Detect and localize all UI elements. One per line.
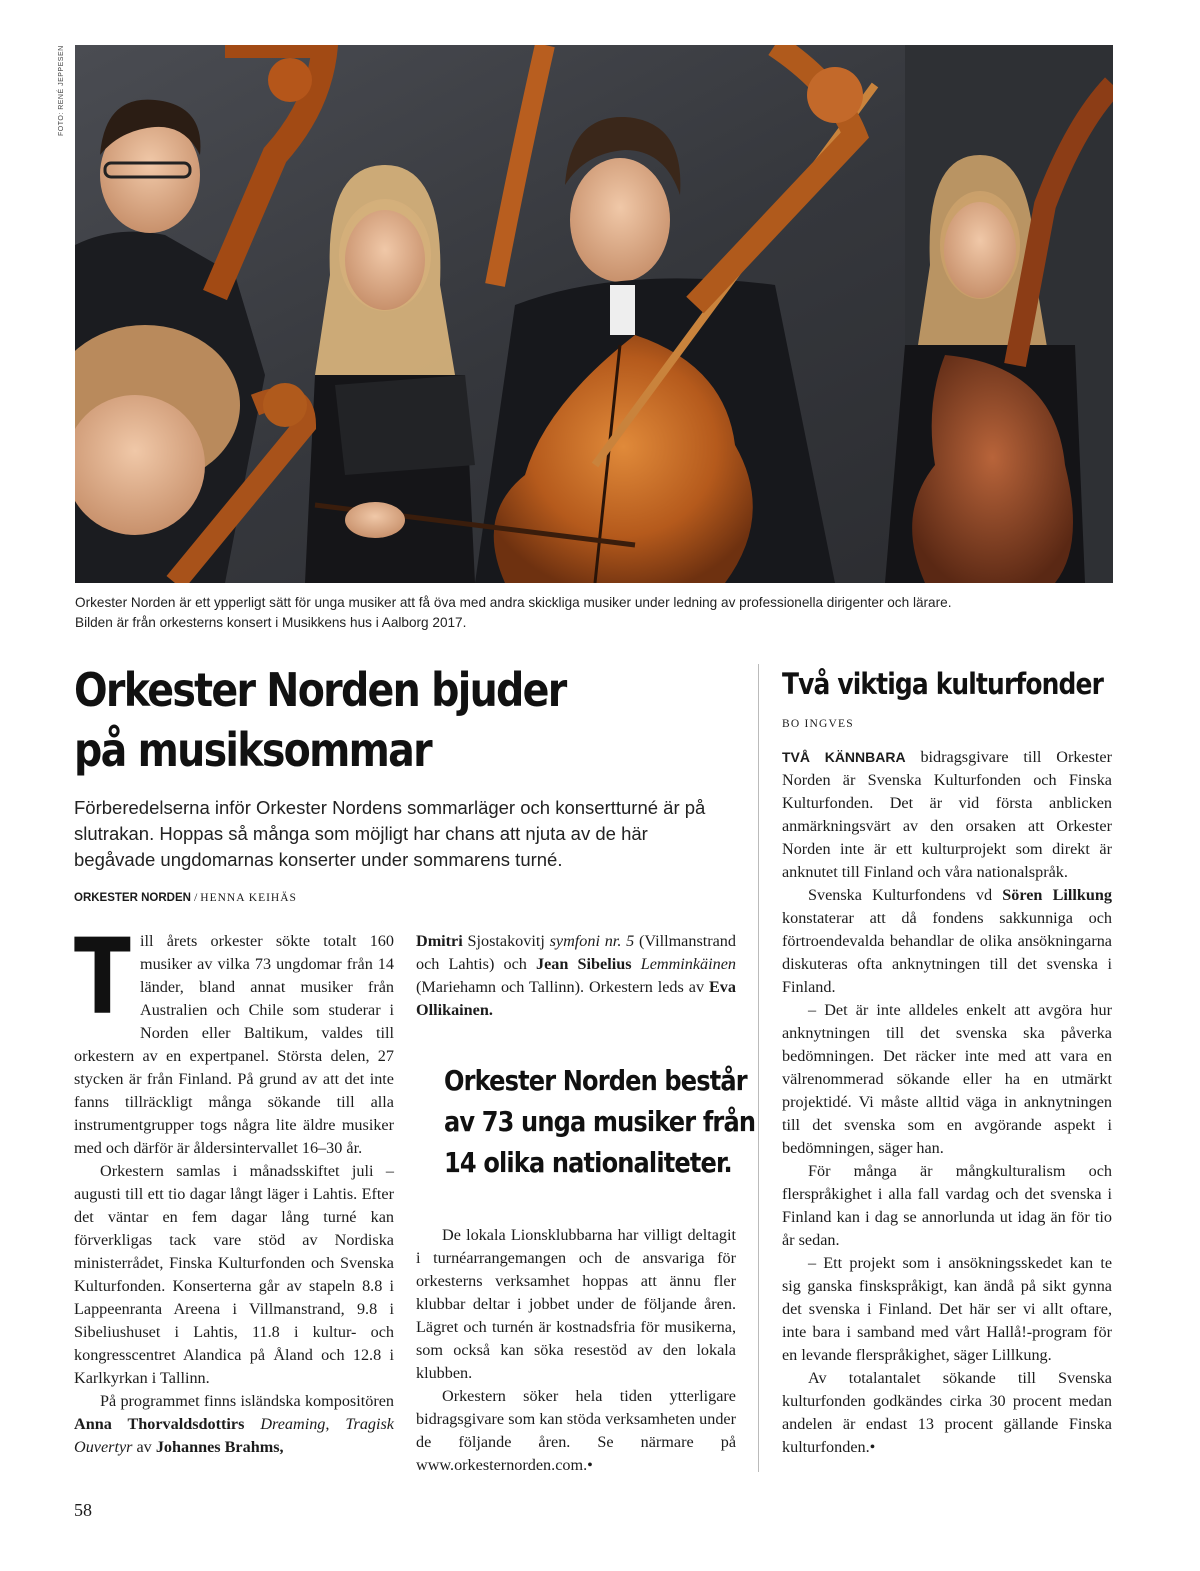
headline-line: på musiksommar — [74, 723, 431, 777]
sidebar-paragraph: TVÅ KÄNNBARA bidragsgivare till Orkester Norden är Svenska Kulturfonden och Finska Kulturfonden. Det är vid första anblicken anmärkningsvärt av den orsaken att Orkester Norden inte är ett kulturprojekt som direkt är anknutet till Finland och våra nationalspråk. — [782, 748, 1112, 881]
composer-name: Dmitri — [416, 932, 463, 950]
article-paragraph: Dmitri Sjostakovitj symfoni nr. 5 (Villmanstrand och Lahtis) och Jean Sibelius Lemminkäinen (Mariehamn och Tallinn). Orkestern leds av Eva Ollikainen. — [416, 932, 736, 1019]
byline-author: HENNA KEIHÄS — [200, 892, 297, 904]
work-title: Dreaming, Tragisk Ouvertyr — [74, 1415, 394, 1456]
caption-line: Orkester Norden är ett ypperligt sätt för unga musiker att få öva med andra skickliga musiker under ledning av professionella dirigenter och lärare. — [75, 595, 952, 610]
sidebar-paragraph: – Det är inte alldeles enkelt att avgöra hur anknytningen till det svenska ska påverka bedömningen. Det räcker inte med att vara en välrenommerad sökande eller ha en utmärkt projektidé. Vi måste alltid väga in anknytningen till det svenska som en avgörande aspekt i bedömningen, säger han. — [782, 1001, 1112, 1157]
photo-caption — [75, 593, 1115, 633]
pull-quote-line: av 73 unga musiker från — [444, 1105, 756, 1138]
article-lede: Förberedelserna inför Orkester Nordens sommarläger och konsertturné är på slutrakan. Hoppas så många som möjligt har chans att njuta av de här begåvade ungdomarnas konserter under sommarens turné. — [74, 797, 706, 870]
caption-line: Bilden är från orkesterns konsert i Musikkens hus i Aalborg 2017. — [75, 615, 467, 630]
work-title: symfoni nr. 5 — [549, 932, 635, 950]
pull-quote-line: 14 olika nationaliteter. — [444, 1146, 732, 1179]
article-paragraph: På programmet finns isländska kompositören Anna Thorvaldsdottirs Dreaming, Tragisk Ouvertyr av Johannes Brahms, — [74, 1392, 394, 1456]
person-name: Sören Lillkung — [1002, 886, 1112, 904]
article-byline — [74, 890, 674, 905]
sidebar-paragraph: Svenska Kulturfondens vd Sören Lillkung konstaterar att då fondens sakkunniga och förtroendevalda behandlar de olika ansökningarna diskuteras ofta anknytningen till det svenska i Finland. — [782, 886, 1112, 996]
composer-name: Jean Sibelius — [536, 955, 632, 973]
article-column-2-continued — [416, 1224, 736, 1477]
page-number: 58 — [74, 1500, 92, 1520]
byline-separator: / — [190, 890, 201, 904]
article-paragraph: De lokala Lionsklubbarna har villigt deltagit i turnéarrangemangen och de ansvariga för orkesterns verksamhet hoppas att ännu fler klubbar deltar i jobbet under de följande åren. Lägret och turnén är kostnadsfria för musikerna, som också kan söka resestöd av den lokala klubben. — [416, 1226, 736, 1382]
column-divider — [758, 664, 759, 1472]
conductor-name: Eva Ollikainen. — [416, 978, 736, 1019]
composer-name: Anna Thorvaldsdottirs — [74, 1415, 245, 1433]
pull-quote — [444, 1060, 756, 1183]
orchestra-illustration — [75, 45, 1113, 583]
article-headline — [74, 660, 633, 780]
sidebar-paragraph: Av totalantalet sökande till Svenska kulturfonden godkändes cirka 30 procent medan andelen är endast 13 procent gällande Finska kulturfonden.• — [782, 1369, 1112, 1456]
article-paragraph: Till årets orkester sökte totalt 160 musiker av vilka 73 ungdomar från 14 länder, bland annat musiker från Australien och Chile som studerar i Norden eller Baltikum, valdes till orkestern av en expertpanel. Största delen, 27 stycken är från Finland. På grund av att det inte fanns tillräckligt många sökande till alla instrumentgrupper togs några lite äldre musiker med och därför är åldersintervallet 16–30 år. — [74, 916, 394, 1157]
article-column-1 — [74, 916, 394, 1459]
work-title: Lemminkäinen — [640, 955, 736, 973]
drop-cap: T — [74, 916, 131, 1038]
sidebar-lead-caps: TVÅ KÄNNBARA — [782, 749, 906, 765]
pull-quote-line: Orkester Norden består — [444, 1064, 747, 1097]
headline-line: Orkester Norden bjuder — [74, 663, 566, 717]
sidebar-byline: BO INGVES — [782, 718, 854, 730]
orchestra-photo — [75, 45, 1113, 583]
sidebar-paragraph: – Ett projekt som i ansökningsskedet kan te sig ganska finskspråkigt, kan ändå på sikt gynna det svenska i Finland. Det här ser vi allt oftare, inte bara i samband med vårt Hallå!-program för en levande flerspråkighet, säger Lillkung. — [782, 1254, 1112, 1364]
sidebar-paragraph: För många är mångkulturalism och flerspråkighet i alla fall vardag och det svenska i Finland kan i dag se annorlunda ut idag än för tio år sedan. — [782, 1162, 1112, 1249]
byline-org: ORKESTER NORDEN — [74, 892, 191, 904]
article-paragraph: Orkestern söker hela tiden ytterligare bidragsgivare som kan stöda verksamheten under de följande åren. Se närmare på www.orkesternorden.com.• — [416, 1387, 736, 1474]
article-column-2 — [416, 930, 736, 1022]
composer-name: Johannes Brahms, — [155, 1438, 284, 1456]
sidebar-column — [782, 746, 1112, 1459]
article-paragraph: Orkestern samlas i månadsskiftet juli – augusti till ett tio dagar långt läger i Lahtis. Efter det väntar en fem dagar lång turné kan förverkligas tack vare stöd av Nordiska ministerrådet, Finska Kulturfonden och Svenska Kulturfonden. Konserterna går av stapeln 8.8 i Lappeenranta Areena i Villmanstrand, 9.8 i Sibeliushuset i Lahtis, 11.8 i kultur- och kongresscentret Alandica på Åland och 12.8 i Karlkyrkan i Tallinn. — [74, 1162, 394, 1387]
photo-credit: FOTO: RENÉ JEPPESEN — [58, 45, 65, 136]
sidebar-title: Två viktiga kulturfonder — [782, 667, 1104, 701]
